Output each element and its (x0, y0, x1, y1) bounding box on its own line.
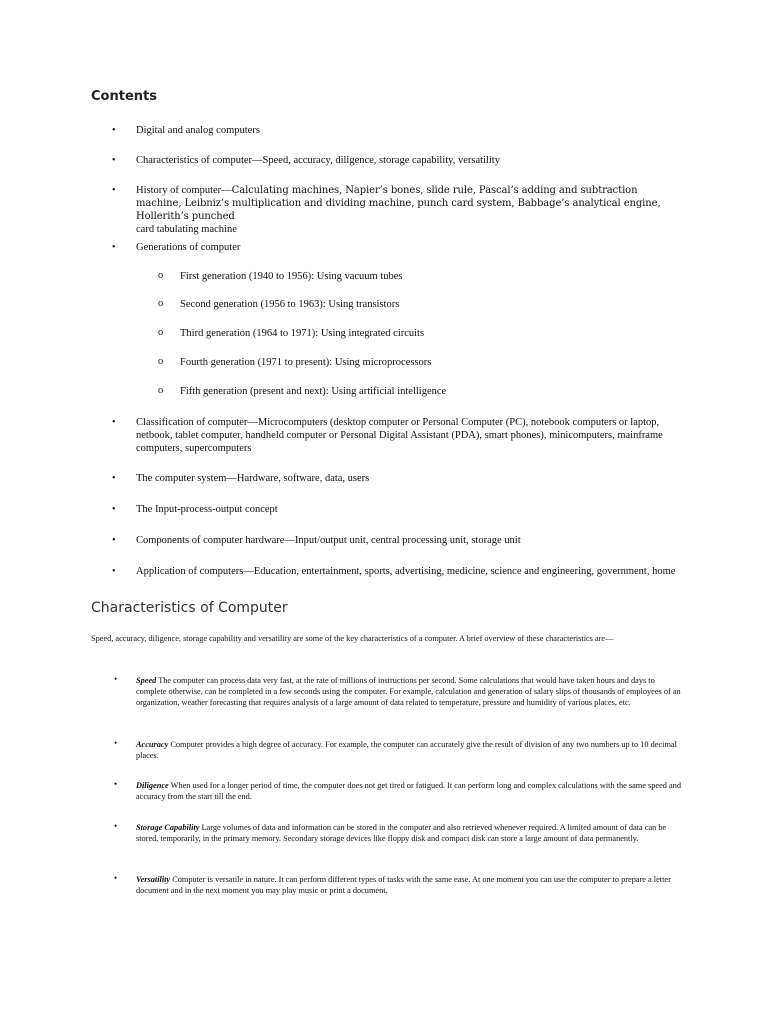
toc-subitem-text: Second generation (1956 to 1963): Using transistors (180, 299, 400, 310)
characteristic-term: Storage Capability (136, 823, 200, 832)
bullet-icon: • (114, 821, 118, 831)
characteristic-term: Diligence (136, 781, 169, 790)
bullet-icon: • (112, 155, 116, 166)
toc-item-text: Generations of computer (136, 242, 241, 253)
toc-item-digital-analog (112, 124, 676, 137)
bullet-icon: • (114, 873, 118, 883)
bullet-icon: • (114, 779, 118, 789)
toc-subitem-fourth-generation (158, 356, 660, 369)
toc-item-characteristics (112, 154, 676, 167)
characteristics-heading: Characteristics of Computer (91, 600, 288, 616)
characteristic-versatility (114, 873, 681, 896)
toc-item-dash: — (252, 155, 263, 166)
characteristic-term: Accuracy (136, 740, 169, 749)
bullet-icon: • (114, 674, 118, 684)
bullet-icon: • (114, 738, 118, 748)
bullet-icon: • (112, 417, 116, 428)
toc-item-rest: Input/output unit, central processing unit, storage unit (294, 535, 521, 546)
toc-item-applications (112, 565, 676, 578)
toc-item-lead: Classification of computer (136, 417, 248, 428)
characteristic-diligence (114, 779, 681, 802)
toc-subitem-text: Fourth generation (1971 to present): Using microprocessors (180, 357, 432, 368)
sub-bullet-icon: o (158, 385, 164, 396)
bullet-icon: • (112, 242, 116, 253)
toc-item-lead: Characteristics of computer (136, 155, 253, 166)
characteristic-text: Large volumes of data and information can be stored in the computer and also retrieved whenever required. A limited amount of data can be stored, temporarily, in the primary memory. Secondary storage devices like floppy disk and compact disk can store a large amount of data permanently. (136, 823, 667, 843)
characteristic-text: When used for a longer period of time, the computer does not get tired or fatigued. It can perform long and complex calculations with the same speed and accuracy from the start till the end. (136, 781, 681, 801)
toc-item-text: The Input-process-output concept (136, 504, 278, 515)
toc-subitem-third-generation (158, 327, 660, 340)
sub-bullet-icon: o (158, 327, 164, 338)
characteristic-speed (114, 674, 681, 708)
toc-item-lead: Application of computers (136, 566, 244, 577)
bullet-icon: • (112, 185, 116, 196)
toc-item-rest: Microcomputers (desktop computer or Personal Computer (PC), notebook computers or laptop, netbook, tablet computer, handheld computer or Personal Digital Assistant (PDA), smart phones), minicomputers, mainframe computers, supercomputers (136, 417, 663, 454)
characteristic-accuracy (114, 738, 681, 761)
toc-item-computer-system (112, 472, 676, 485)
characteristics-intro: Speed, accuracy, diligence, storage capability and versatility are some of the key characteristics of a computer. A brief overview of these characteristics are— (91, 634, 614, 643)
toc-item-dash: — (284, 535, 295, 546)
toc-item-lead: Components of computer hardware (136, 535, 285, 546)
toc-subitem-second-generation (158, 298, 660, 311)
toc-item-dash: — (226, 473, 237, 484)
toc-item-dash: — (247, 417, 258, 428)
toc-item-rest: Education, entertainment, sports, advertising, medicine, science and engineering, government, home (253, 566, 676, 577)
toc-item-tail: card tabulating machine (136, 224, 237, 235)
toc-item-components (112, 534, 676, 547)
toc-item-text: Digital and analog computers (136, 125, 260, 136)
characteristic-term: Speed (136, 676, 157, 685)
toc-item-dash: — (221, 185, 232, 196)
characteristic-text: Computer is versatile in nature. It can perform different types of tasks with the same ease. At one moment you can use the computer to prepare a letter document and in the next moment you may play music or print a document. (136, 875, 671, 895)
contents-heading: Contents (91, 89, 157, 104)
toc-item-dash: — (243, 566, 254, 577)
characteristic-text: Computer provides a high degree of accuracy. For example, the computer can accurately give the result of division of any two numbers up to 10 decimal places. (136, 740, 677, 760)
characteristic-term: Versatility (136, 875, 171, 884)
bullet-icon: • (112, 473, 116, 484)
toc-item-rest: Calculating machines, Napier’s bones, slide rule, Pascal’s adding and subtraction machine, Leibniz’s multiplication and dividing machine, punch card system, Babbage’s analytical engine, Hollerith’s punched (136, 185, 661, 222)
bullet-icon: • (112, 535, 116, 546)
toc-item-lead: History of computer (136, 185, 222, 196)
toc-subitem-text: Fifth generation (present and next): Using artificial intelligence (180, 386, 447, 397)
sub-bullet-icon: o (158, 298, 164, 309)
toc-subitem-first-generation (158, 270, 660, 283)
toc-item-lead: The computer system (136, 473, 227, 484)
toc-item-rest: Speed, accuracy, diligence, storage capability, versatility (262, 155, 500, 166)
characteristic-text: The computer can process data very fast, at the rate of millions of instructions per second. Some calculations that would have taken hours and days to complete otherwise, can be completed in a few seconds using the computer. For example, calculation and generation of salary slips of thousands of employees of an organization, weather forecasting that requires analysis of a large amount of data related to temperature, pressure and humidity of various places, etc. (136, 676, 681, 707)
sub-bullet-icon: o (158, 270, 164, 281)
toc-subitem-text: First generation (1940 to 1956): Using vacuum tubes (180, 271, 403, 282)
toc-item-ipo-concept (112, 503, 676, 516)
toc-item-rest: Hardware, software, data, users (236, 473, 370, 484)
bullet-icon: • (112, 125, 116, 136)
toc-subitem-fifth-generation (158, 385, 660, 398)
toc-subitem-text: Third generation (1964 to 1971): Using integrated circuits (180, 328, 425, 339)
toc-item-generations (112, 241, 676, 254)
bullet-icon: • (112, 566, 116, 577)
toc-item-history (112, 184, 676, 236)
bullet-icon: • (112, 504, 116, 515)
characteristic-storage-capability (114, 821, 681, 844)
sub-bullet-icon: o (158, 356, 164, 367)
toc-item-classification (112, 416, 676, 455)
